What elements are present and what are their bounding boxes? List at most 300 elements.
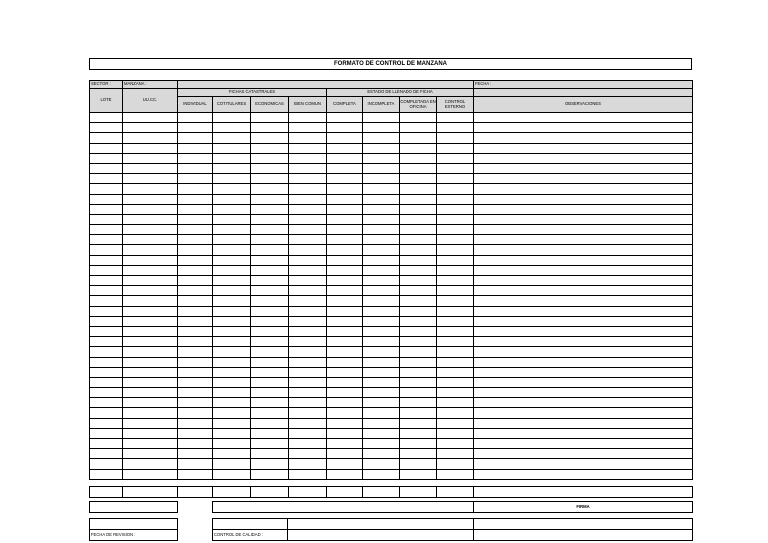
table-cell[interactable]	[327, 225, 363, 235]
table-cell[interactable]	[90, 245, 123, 255]
table-cell[interactable]	[289, 357, 327, 367]
table-cell[interactable]	[400, 337, 437, 347]
table-cell[interactable]	[289, 449, 327, 459]
table-cell[interactable]	[289, 326, 327, 336]
table-cell[interactable]	[90, 408, 123, 418]
total-cell[interactable]	[363, 487, 400, 498]
table-cell[interactable]	[251, 113, 289, 123]
table-cell[interactable]	[474, 255, 693, 265]
table-cell[interactable]	[400, 459, 437, 469]
table-cell[interactable]	[123, 408, 178, 418]
table-cell[interactable]	[437, 133, 474, 143]
table-cell[interactable]	[437, 184, 474, 194]
table-cell[interactable]	[437, 316, 474, 326]
table-cell[interactable]	[327, 255, 363, 265]
table-cell[interactable]	[123, 174, 178, 184]
table-cell[interactable]	[178, 276, 213, 286]
table-cell[interactable]	[213, 163, 251, 173]
table-cell[interactable]	[90, 123, 123, 133]
table-cell[interactable]	[90, 286, 123, 296]
table-cell[interactable]	[213, 265, 251, 275]
table-cell[interactable]	[400, 439, 437, 449]
table-cell[interactable]	[123, 265, 178, 275]
table-cell[interactable]	[90, 265, 123, 275]
table-cell[interactable]	[474, 235, 693, 245]
table-cell[interactable]	[327, 449, 363, 459]
table-cell[interactable]	[289, 469, 327, 479]
table-cell[interactable]	[251, 276, 289, 286]
table-cell[interactable]	[123, 439, 178, 449]
table-cell[interactable]	[474, 194, 693, 204]
table-cell[interactable]	[178, 235, 213, 245]
table-cell[interactable]	[90, 347, 123, 357]
table-cell[interactable]	[437, 428, 474, 438]
table-cell[interactable]	[363, 225, 400, 235]
table-cell[interactable]	[437, 225, 474, 235]
table-cell[interactable]	[363, 123, 400, 133]
table-cell[interactable]	[289, 153, 327, 163]
table-cell[interactable]	[123, 398, 178, 408]
table-cell[interactable]	[289, 276, 327, 286]
table-cell[interactable]	[363, 245, 400, 255]
table-cell[interactable]	[178, 296, 213, 306]
table-cell[interactable]	[289, 347, 327, 357]
table-cell[interactable]	[251, 265, 289, 275]
table-cell[interactable]	[90, 184, 123, 194]
table-cell[interactable]	[289, 214, 327, 224]
table-cell[interactable]	[90, 174, 123, 184]
table-cell[interactable]	[251, 235, 289, 245]
total-cell[interactable]	[90, 487, 123, 498]
table-cell[interactable]	[327, 276, 363, 286]
table-cell[interactable]	[474, 306, 693, 316]
table-cell[interactable]	[400, 163, 437, 173]
table-cell[interactable]	[437, 367, 474, 377]
table-cell[interactable]	[123, 214, 178, 224]
table-cell[interactable]	[178, 439, 213, 449]
total-cell[interactable]	[289, 487, 327, 498]
total-cell[interactable]	[437, 487, 474, 498]
table-cell[interactable]	[474, 143, 693, 153]
table-cell[interactable]	[289, 225, 327, 235]
table-cell[interactable]	[474, 214, 693, 224]
table-cell[interactable]	[437, 245, 474, 255]
table-cell[interactable]	[327, 439, 363, 449]
table-cell[interactable]	[123, 337, 178, 347]
table-cell[interactable]	[90, 255, 123, 265]
table-cell[interactable]	[363, 337, 400, 347]
table-cell[interactable]	[213, 347, 251, 357]
table-cell[interactable]	[251, 388, 289, 398]
table-cell[interactable]	[474, 439, 693, 449]
table-cell[interactable]	[327, 377, 363, 387]
table-cell[interactable]	[251, 153, 289, 163]
table-cell[interactable]	[123, 245, 178, 255]
table-cell[interactable]	[90, 469, 123, 479]
table-cell[interactable]	[437, 163, 474, 173]
table-cell[interactable]	[363, 347, 400, 357]
table-cell[interactable]	[400, 143, 437, 153]
table-cell[interactable]	[178, 174, 213, 184]
table-cell[interactable]	[251, 143, 289, 153]
table-cell[interactable]	[327, 204, 363, 214]
table-cell[interactable]	[178, 377, 213, 387]
control-calidad-box[interactable]	[288, 519, 474, 530]
table-cell[interactable]	[437, 306, 474, 316]
table-cell[interactable]	[327, 306, 363, 316]
table-cell[interactable]	[213, 113, 251, 123]
table-cell[interactable]	[178, 163, 213, 173]
table-cell[interactable]	[400, 367, 437, 377]
table-cell[interactable]	[251, 347, 289, 357]
table-cell[interactable]	[437, 235, 474, 245]
table-cell[interactable]	[289, 428, 327, 438]
table-cell[interactable]	[178, 316, 213, 326]
table-cell[interactable]	[437, 276, 474, 286]
table-cell[interactable]	[474, 408, 693, 418]
table-cell[interactable]	[123, 316, 178, 326]
table-cell[interactable]	[437, 174, 474, 184]
table-cell[interactable]	[363, 184, 400, 194]
table-cell[interactable]	[437, 194, 474, 204]
table-cell[interactable]	[90, 296, 123, 306]
table-cell[interactable]	[251, 255, 289, 265]
table-cell[interactable]	[363, 377, 400, 387]
table-cell[interactable]	[213, 214, 251, 224]
table-cell[interactable]	[123, 133, 178, 143]
table-cell[interactable]	[123, 367, 178, 377]
table-cell[interactable]	[178, 225, 213, 235]
table-cell[interactable]	[400, 347, 437, 357]
table-cell[interactable]	[437, 357, 474, 367]
table-cell[interactable]	[289, 255, 327, 265]
signature-blank[interactable]	[213, 502, 474, 513]
table-cell[interactable]	[251, 428, 289, 438]
table-cell[interactable]	[289, 459, 327, 469]
table-cell[interactable]	[178, 194, 213, 204]
table-cell[interactable]	[327, 133, 363, 143]
table-cell[interactable]	[437, 398, 474, 408]
table-cell[interactable]	[251, 459, 289, 469]
table-cell[interactable]	[474, 163, 693, 173]
table-cell[interactable]	[289, 398, 327, 408]
table-cell[interactable]	[178, 347, 213, 357]
table-cell[interactable]	[400, 184, 437, 194]
table-cell[interactable]	[289, 174, 327, 184]
table-cell[interactable]	[289, 235, 327, 245]
table-cell[interactable]	[289, 337, 327, 347]
table-cell[interactable]	[474, 357, 693, 367]
table-cell[interactable]	[251, 337, 289, 347]
table-cell[interactable]	[363, 367, 400, 377]
table-cell[interactable]	[213, 286, 251, 296]
table-cell[interactable]	[474, 398, 693, 408]
table-cell[interactable]	[474, 153, 693, 163]
table-cell[interactable]	[400, 469, 437, 479]
table-cell[interactable]	[327, 326, 363, 336]
table-cell[interactable]	[178, 204, 213, 214]
table-cell[interactable]	[178, 418, 213, 428]
table-cell[interactable]	[213, 439, 251, 449]
table-cell[interactable]	[178, 428, 213, 438]
table-cell[interactable]	[400, 204, 437, 214]
table-cell[interactable]	[90, 194, 123, 204]
table-cell[interactable]	[178, 133, 213, 143]
table-cell[interactable]	[213, 194, 251, 204]
table-cell[interactable]	[213, 326, 251, 336]
table-cell[interactable]	[289, 418, 327, 428]
table-cell[interactable]	[327, 143, 363, 153]
table-cell[interactable]	[90, 133, 123, 143]
table-cell[interactable]	[474, 337, 693, 347]
table-cell[interactable]	[251, 469, 289, 479]
table-cell[interactable]	[474, 459, 693, 469]
table-cell[interactable]	[437, 326, 474, 336]
table-cell[interactable]	[327, 408, 363, 418]
table-cell[interactable]	[289, 439, 327, 449]
table-cell[interactable]	[90, 113, 123, 123]
table-cell[interactable]	[437, 204, 474, 214]
table-cell[interactable]	[327, 347, 363, 357]
total-cell[interactable]	[400, 487, 437, 498]
table-cell[interactable]	[251, 398, 289, 408]
total-cell[interactable]	[213, 487, 251, 498]
table-cell[interactable]	[178, 153, 213, 163]
table-cell[interactable]	[123, 276, 178, 286]
table-cell[interactable]	[474, 265, 693, 275]
table-cell[interactable]	[178, 245, 213, 255]
table-cell[interactable]	[363, 143, 400, 153]
table-cell[interactable]	[251, 204, 289, 214]
table-cell[interactable]	[327, 388, 363, 398]
table-cell[interactable]	[437, 286, 474, 296]
table-cell[interactable]	[123, 388, 178, 398]
table-cell[interactable]	[90, 276, 123, 286]
table-cell[interactable]	[474, 377, 693, 387]
table-cell[interactable]	[213, 296, 251, 306]
table-cell[interactable]	[289, 296, 327, 306]
table-cell[interactable]	[251, 194, 289, 204]
table-cell[interactable]	[400, 265, 437, 275]
table-cell[interactable]	[327, 174, 363, 184]
table-cell[interactable]	[327, 123, 363, 133]
table-cell[interactable]	[123, 194, 178, 204]
table-cell[interactable]	[327, 245, 363, 255]
table-cell[interactable]	[90, 459, 123, 469]
table-cell[interactable]	[363, 265, 400, 275]
table-cell[interactable]	[178, 367, 213, 377]
table-cell[interactable]	[437, 296, 474, 306]
table-cell[interactable]	[289, 367, 327, 377]
table-cell[interactable]	[289, 123, 327, 133]
manzana-field[interactable]	[178, 81, 474, 89]
table-cell[interactable]	[213, 449, 251, 459]
table-cell[interactable]	[363, 316, 400, 326]
table-cell[interactable]	[327, 235, 363, 245]
table-cell[interactable]	[213, 184, 251, 194]
table-cell[interactable]	[178, 214, 213, 224]
table-cell[interactable]	[178, 459, 213, 469]
table-cell[interactable]	[474, 296, 693, 306]
table-cell[interactable]	[289, 408, 327, 418]
table-cell[interactable]	[289, 388, 327, 398]
table-cell[interactable]	[213, 428, 251, 438]
table-cell[interactable]	[123, 428, 178, 438]
table-cell[interactable]	[437, 265, 474, 275]
table-cell[interactable]	[251, 133, 289, 143]
table-cell[interactable]	[178, 123, 213, 133]
table-cell[interactable]	[251, 326, 289, 336]
table-cell[interactable]	[90, 367, 123, 377]
table-cell[interactable]	[400, 357, 437, 367]
table-cell[interactable]	[363, 469, 400, 479]
table-cell[interactable]	[123, 459, 178, 469]
table-cell[interactable]	[363, 326, 400, 336]
table-cell[interactable]	[327, 367, 363, 377]
table-cell[interactable]	[213, 357, 251, 367]
table-cell[interactable]	[90, 306, 123, 316]
table-cell[interactable]	[327, 113, 363, 123]
table-cell[interactable]	[400, 245, 437, 255]
table-cell[interactable]	[213, 133, 251, 143]
table-cell[interactable]	[213, 337, 251, 347]
table-cell[interactable]	[90, 225, 123, 235]
table-cell[interactable]	[123, 347, 178, 357]
table-cell[interactable]	[178, 398, 213, 408]
table-cell[interactable]	[213, 153, 251, 163]
table-cell[interactable]	[363, 286, 400, 296]
table-cell[interactable]	[363, 204, 400, 214]
table-cell[interactable]	[327, 286, 363, 296]
firma-box[interactable]	[474, 519, 693, 530]
table-cell[interactable]	[363, 398, 400, 408]
table-cell[interactable]	[400, 225, 437, 235]
table-cell[interactable]	[327, 428, 363, 438]
table-cell[interactable]	[327, 153, 363, 163]
total-cell[interactable]	[123, 487, 178, 498]
table-cell[interactable]	[437, 459, 474, 469]
table-cell[interactable]	[437, 143, 474, 153]
table-cell[interactable]	[251, 367, 289, 377]
table-cell[interactable]	[178, 265, 213, 275]
table-cell[interactable]	[437, 347, 474, 357]
table-cell[interactable]	[363, 357, 400, 367]
table-cell[interactable]	[90, 449, 123, 459]
table-cell[interactable]	[363, 163, 400, 173]
table-cell[interactable]	[289, 245, 327, 255]
table-cell[interactable]	[400, 113, 437, 123]
table-cell[interactable]	[327, 316, 363, 326]
table-cell[interactable]	[437, 418, 474, 428]
table-cell[interactable]	[90, 214, 123, 224]
table-cell[interactable]	[90, 377, 123, 387]
table-cell[interactable]	[90, 388, 123, 398]
table-cell[interactable]	[289, 204, 327, 214]
table-cell[interactable]	[327, 469, 363, 479]
table-cell[interactable]	[251, 357, 289, 367]
table-cell[interactable]	[474, 113, 693, 123]
table-cell[interactable]	[474, 469, 693, 479]
table-cell[interactable]	[437, 255, 474, 265]
table-cell[interactable]	[400, 214, 437, 224]
table-cell[interactable]	[90, 143, 123, 153]
table-cell[interactable]	[178, 184, 213, 194]
table-cell[interactable]	[327, 194, 363, 204]
table-cell[interactable]	[363, 439, 400, 449]
table-cell[interactable]	[178, 388, 213, 398]
table-cell[interactable]	[400, 174, 437, 184]
table-cell[interactable]	[437, 123, 474, 133]
table-cell[interactable]	[90, 337, 123, 347]
table-cell[interactable]	[327, 163, 363, 173]
table-cell[interactable]	[251, 245, 289, 255]
table-cell[interactable]	[400, 408, 437, 418]
table-cell[interactable]	[251, 377, 289, 387]
firma-value[interactable]	[474, 530, 693, 541]
table-cell[interactable]	[123, 113, 178, 123]
table-cell[interactable]	[178, 286, 213, 296]
table-cell[interactable]	[474, 123, 693, 133]
table-cell[interactable]	[213, 377, 251, 387]
table-cell[interactable]	[251, 418, 289, 428]
table-cell[interactable]	[251, 449, 289, 459]
table-cell[interactable]	[289, 163, 327, 173]
table-cell[interactable]	[123, 306, 178, 316]
table-cell[interactable]	[178, 326, 213, 336]
table-cell[interactable]	[474, 428, 693, 438]
table-cell[interactable]	[474, 133, 693, 143]
table-cell[interactable]	[123, 418, 178, 428]
table-cell[interactable]	[474, 276, 693, 286]
table-cell[interactable]	[437, 113, 474, 123]
table-cell[interactable]	[213, 255, 251, 265]
table-cell[interactable]	[327, 418, 363, 428]
control-calidad-value[interactable]	[288, 530, 474, 541]
table-cell[interactable]	[437, 449, 474, 459]
table-cell[interactable]	[123, 235, 178, 245]
table-cell[interactable]	[400, 326, 437, 336]
table-cell[interactable]	[178, 113, 213, 123]
table-cell[interactable]	[474, 286, 693, 296]
table-cell[interactable]	[363, 235, 400, 245]
table-cell[interactable]	[400, 418, 437, 428]
table-cell[interactable]	[251, 163, 289, 173]
table-cell[interactable]	[90, 439, 123, 449]
fecha-revision-box[interactable]	[90, 519, 178, 530]
table-cell[interactable]	[90, 428, 123, 438]
table-cell[interactable]	[327, 214, 363, 224]
table-cell[interactable]	[400, 449, 437, 459]
table-cell[interactable]	[327, 184, 363, 194]
table-cell[interactable]	[213, 276, 251, 286]
table-cell[interactable]	[251, 296, 289, 306]
table-cell[interactable]	[363, 255, 400, 265]
table-cell[interactable]	[213, 235, 251, 245]
table-cell[interactable]	[400, 235, 437, 245]
table-cell[interactable]	[90, 398, 123, 408]
table-cell[interactable]	[363, 194, 400, 204]
table-cell[interactable]	[123, 296, 178, 306]
table-cell[interactable]	[213, 459, 251, 469]
table-cell[interactable]	[474, 449, 693, 459]
table-cell[interactable]	[213, 408, 251, 418]
table-cell[interactable]	[400, 276, 437, 286]
table-cell[interactable]	[289, 316, 327, 326]
table-cell[interactable]	[251, 408, 289, 418]
table-cell[interactable]	[251, 214, 289, 224]
table-cell[interactable]	[289, 133, 327, 143]
table-cell[interactable]	[363, 174, 400, 184]
